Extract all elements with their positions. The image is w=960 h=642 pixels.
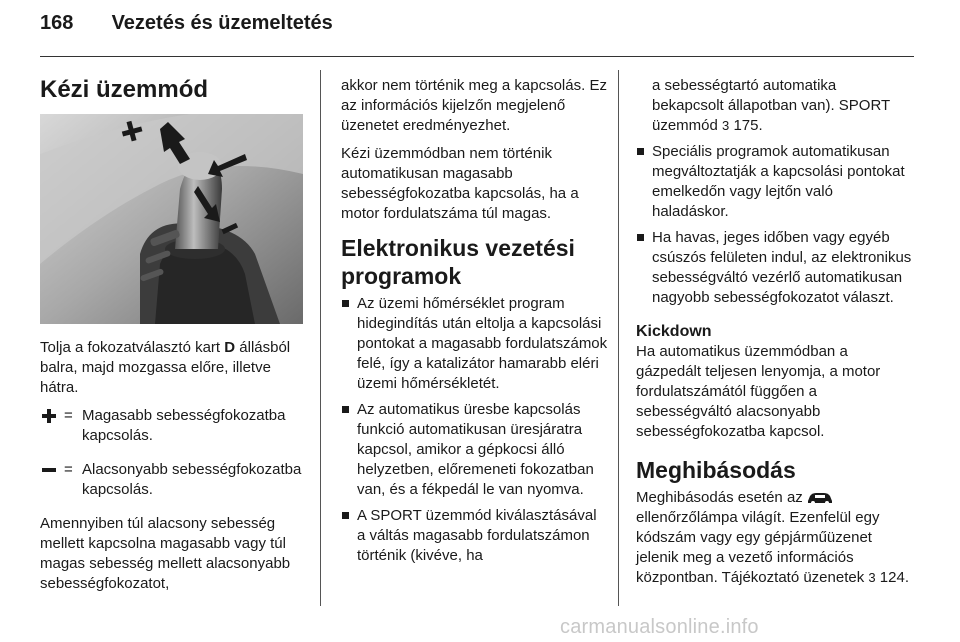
program-list-continued [636, 76, 912, 308]
gear-selector-photo [40, 114, 303, 324]
section-heading-manual-mode: Kézi üzemmód [40, 76, 209, 103]
paragraph-shift-limit: Amennyiben túl alacsony sebesség mellett kapcsolna magasabb vagy túl magas sebesség mellett alacsonyabb sebességfokozatot, [40, 515, 291, 592]
paragraph-shift-continued: akkor nem történik meg a kapcsolás. Ez az információs kijelzőn megjelenő üzenetet eredményezhet. [341, 77, 607, 134]
section-heading-kickdown: Kickdown [636, 323, 712, 340]
page-reference[interactable]: 124. [879, 569, 909, 586]
column-divider-1 [320, 70, 321, 606]
paragraph-fault: Meghibásodás esetén az ellenőrzőlámpa világít. Ezenfelül egy kódszám vagy egy gépjárműüzenet jelenik meg a vezető információs központban. Tájékoztató üzenetek 3 124. [636, 489, 909, 586]
paragraph-kickdown: Ha automatikus üzemmódban a gázpedált teljesen lenyomja, a motor fordulatszámától függően a sebességváltó alacsonyabb sebességfokozatba kapcsol. [636, 343, 881, 440]
page-reference-icon: 3 [868, 570, 876, 585]
section-heading-electronic-programs: Elektronikus vezetési programok [341, 235, 575, 289]
header-rule [40, 56, 914, 57]
gear-position-d: D [224, 339, 236, 356]
watermark: carmanualsonline.info [560, 616, 759, 638]
list-item: Speciális programok automatikusan megváltoztatják a kapcsolási pontokat emelkedőn vagy lejtőn való haladáskor. [636, 142, 912, 222]
section-heading-fault: Meghibásodás [636, 457, 796, 483]
column-3 [636, 76, 912, 596]
column-2 [341, 76, 609, 572]
page-reference[interactable]: 175. [733, 117, 763, 134]
page-title: Vezetés és üzemeltetés [111, 12, 333, 34]
minus-description: Alacsonyabb sebességfokozatba kapcsolás. [82, 461, 302, 498]
list-item: Ha havas, jeges időben vagy egyéb csúszós felületen indul, az elektronikus sebességváltó vezérlő automatikusan nagyobb sebességfokozatot választ. [636, 228, 912, 308]
minus-icon [40, 460, 64, 480]
list-item: Az üzemi hőmérséklet program hidegindítás után eltolja a kapcsolási pontokat a magasabb fordulatszámok felé, így a katalizátor hamarabb eléri üzemi hőmérsékletét. [341, 294, 609, 394]
plus-icon [40, 406, 64, 426]
column-divider-2 [618, 70, 619, 606]
list-item: Az automatikus üresbe kapcsolás funkció automatikusan üresjáratra kapcsol, amikor a gépkocsi álló helyzetben, előremeneti fokozatban van, és a fékpedál le van nyomva. [341, 400, 609, 500]
definition-plus: = Magasabb sebességfokozatba kapcsolás. [40, 406, 308, 446]
plus-description: Magasabb sebességfokozatba kapcsolás. [82, 407, 286, 444]
page-reference-icon: 3 [722, 118, 730, 133]
intro-paragraph: Tolja a fokozatválasztó kart D állásból balra, majd mozgassa előre, illetve hátra. [40, 339, 291, 396]
list-item: A SPORT üzemmód kiválasztásával a váltás magasabb fordulatszámon történik (kivéve, ha [341, 506, 609, 566]
program-list [341, 294, 609, 566]
car-fault-icon [807, 491, 833, 505]
definition-minus: = Alacsonyabb sebességfokozatba kapcsolás. [40, 460, 308, 500]
paragraph-no-auto-upshift: Kézi üzemmódban nem történik automatikusan magasabb sebességfokozatba kapcsolás, ha a motor fordulatszáma túl magas. [341, 145, 579, 222]
list-item-continued: a sebességtartó automatika bekapcsolt állapotban van). SPORT üzemmód 3 175. [652, 77, 890, 134]
column-1 [40, 76, 308, 602]
page-header [40, 12, 333, 35]
page-number: 168 [40, 12, 74, 34]
